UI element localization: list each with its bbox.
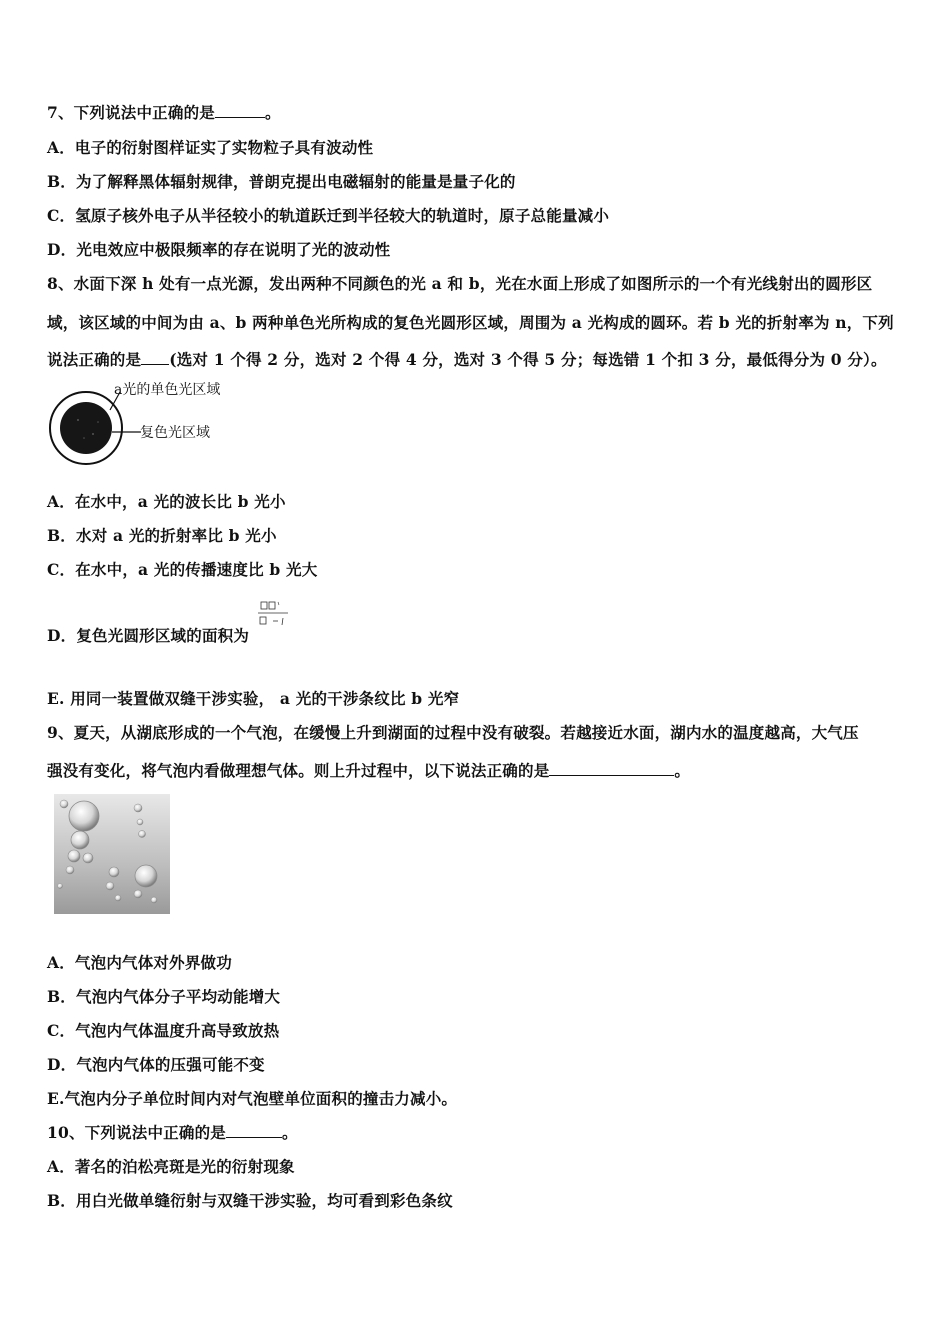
q8-stem-line3: 说法正确的是 (选对 1 个得 2 分，选对 2 个得 4 分，选对 3 个得 5 分；每选错 1 个扣 3 分，最低得分为 0 分）。: [47, 350, 887, 369]
compound-light-disk: [60, 402, 112, 454]
q7-answer-blank: [215, 103, 265, 118]
q10-stem: 10、下列说法中正确的是 。: [47, 1123, 298, 1142]
q10-answer-blank: [226, 1123, 282, 1138]
q9-stem-line1: 9、夏天，从湖底形成的一个气泡，在缓慢上升到湖面的过程中没有破裂。若越接近水面，湖内水的温度越高，大气压: [47, 723, 859, 742]
q8-stem-line1: 8、水面下深 h 处有一点光源，发出两种不同颜色的光 a 和 b，光在水面上形成了如图所示的一个有光线射出的圆形区: [47, 274, 873, 293]
q8-answer-blank: [141, 350, 169, 365]
q8-option-e: E. 用同一装置做双缝干涉实验， a 光的干涉条纹比 b 光窄: [47, 689, 460, 708]
q9-option-a: A．气泡内气体对外界做功: [47, 953, 232, 972]
q8-stem-line2: 域，该区域的中间为由 a、b 两种单色光所构成的复色光圆形区域，周围为 a 光构成的圆环。若 b 光的折射率为 n，下列: [47, 313, 894, 332]
q7-option-c: C．氢原子核外电子从半径较小的轨道跃迁到半径较大的轨道时，原子总能量减小: [47, 206, 610, 225]
q8-option-d: D．复色光圆形区域的面积为: [47, 626, 250, 645]
label-a-light-region: a光的单色光区域: [114, 382, 221, 398]
q9-answer-blank: [549, 761, 674, 776]
q7-option-d: D．光电效应中极限频率的存在说明了光的波动性: [47, 240, 391, 259]
q9-option-c: C．气泡内气体温度升高导致放热: [47, 1021, 280, 1040]
q9-stem-line2: 强没有变化，将气泡内看做理想气体。则上升过程中，以下说法正确的是 。: [47, 761, 691, 780]
q8-light-circle-figure: [46, 378, 276, 468]
q9-option-b: B．气泡内气体分子平均动能增大: [47, 987, 281, 1006]
q7-stem: 7、下列说法中正确的是 。: [47, 103, 281, 122]
q9-bubbles-image: [54, 794, 170, 914]
q9-option-d: D．气泡内气体的压强可能不变: [47, 1055, 265, 1074]
q7-stem-text: 7、下列说法中正确的是: [47, 103, 215, 122]
q7-option-b: B．为了解释黑体辐射规律，普朗克提出电磁辐射的能量是量子化的: [47, 172, 516, 191]
label-compound-light-region: 复色光区域: [140, 425, 210, 441]
q8-option-a: A．在水中，a 光的波长比 b 光小: [47, 492, 286, 511]
q8-option-d-formula-image: [256, 598, 292, 632]
q9-option-e: E.气泡内分子单位时间内对气泡壁单位面积的撞击力减小。: [47, 1089, 458, 1108]
q7-option-a: A．电子的衍射图样证实了实物粒子具有波动性: [47, 138, 374, 157]
q10-option-a: A．著名的泊松亮斑是光的衍射现象: [47, 1157, 295, 1176]
q8-option-c: C．在水中，a 光的传播速度比 b 光大: [47, 560, 318, 579]
q8-option-b: B．水对 a 光的折射率比 b 光小: [47, 526, 277, 545]
q10-option-b: B．用白光做单缝衍射与双缝干涉实验，均可看到彩色条纹: [47, 1191, 453, 1210]
